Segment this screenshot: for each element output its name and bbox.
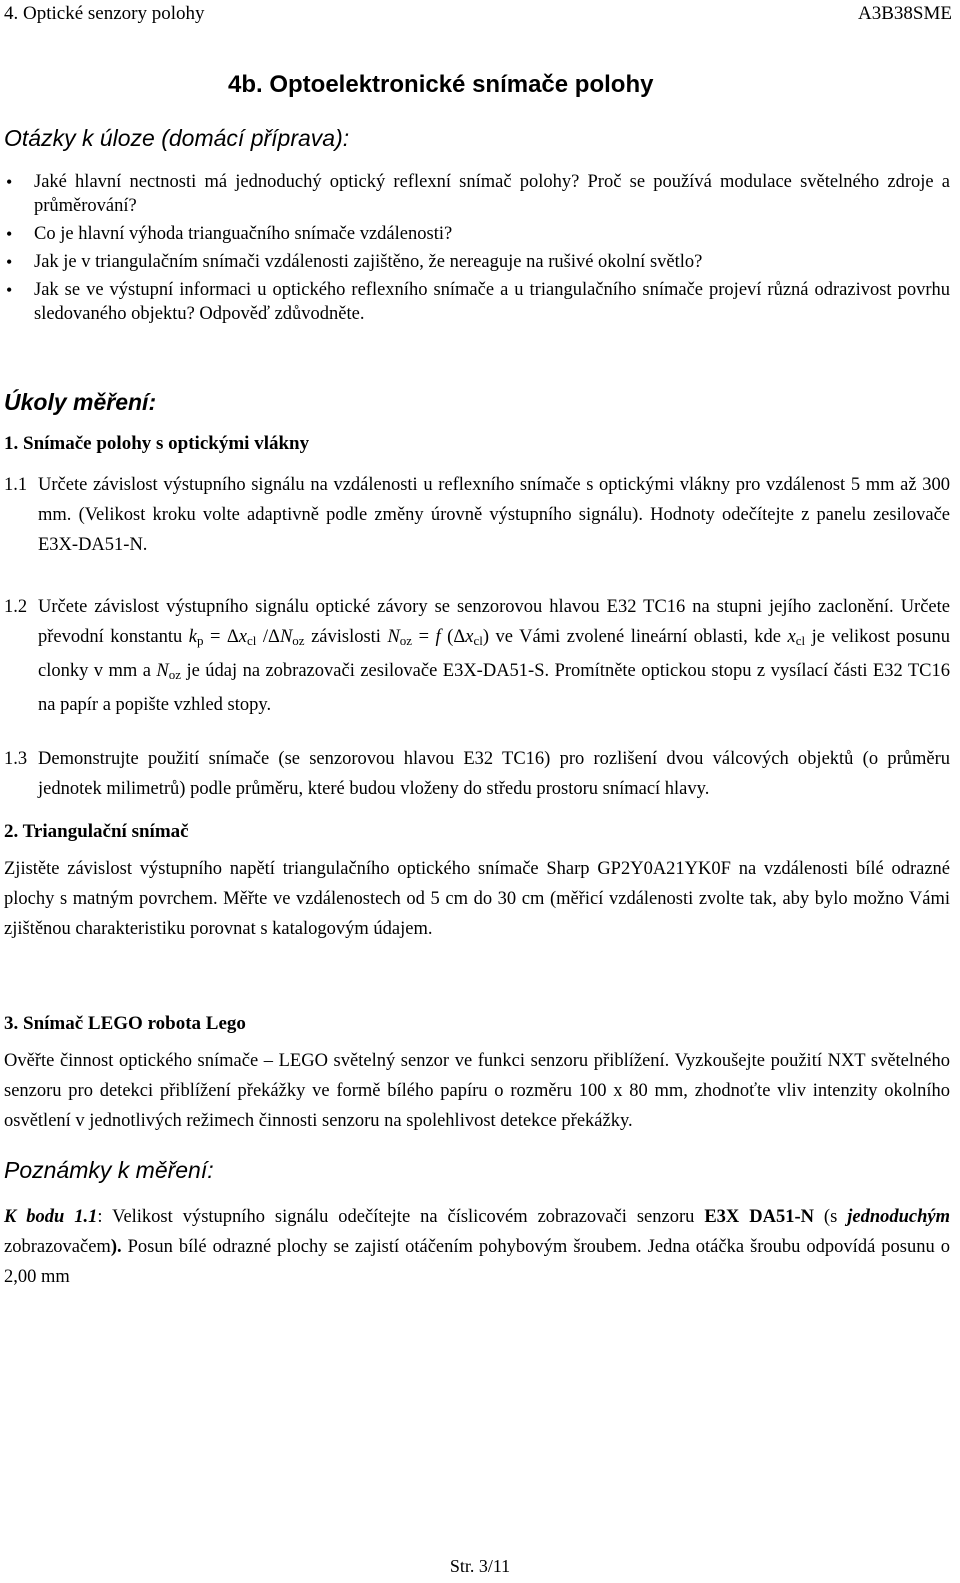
list-item: • Co je hlavní výhoda trianguačního snímače vzdálenosti? xyxy=(0,222,950,246)
section-1-title: 1. Snímače polohy s optickými vlákny xyxy=(4,433,310,454)
notes-heading: Poznámky k měření: xyxy=(4,1157,214,1183)
list-item: • Jak je v triangulačním snímači vzdálenosti zajištěno, že nereaguje na rušivé okolní světlo? xyxy=(0,250,950,274)
task-1-2 xyxy=(4,592,950,720)
notes-text: K bodu 1.1: Velikost výstupního signálu odečítejte na číslicovém zobrazovači senzoru E3X DA51-N (s jednoduchým zobrazovačem). Posun bílé odrazné plochy se zajistí otáčením pohybovým šroubem. Jedna otáčka šroubu odpovídá posunu o 2,00 mm xyxy=(4,1207,950,1287)
task-text: Demonstrujte použití snímače (se senzorovou hlavou E32 TC16) pro rozlišení dvou válcových objektů (o průměru jednotek milimetrů) podle průměru, které budou vloženy do středu prostoru snímací hlavy. xyxy=(38,749,950,799)
section-3-title: 3. Snímač LEGO robota Lego xyxy=(4,1013,246,1034)
page-number: Str. 3/11 xyxy=(449,1556,511,1576)
task-number: 1.3 xyxy=(4,749,28,769)
list-item: • Jaké hlavní nectnosti má jednoduchý optický reflexní snímač polohy? Proč se používá modulace světelného zdroje a průměrování? xyxy=(0,170,950,218)
task-number: 1.1 xyxy=(4,475,28,495)
questions-heading: Otázky k úloze (domácí příprava): xyxy=(4,125,350,151)
list-item: • Jak se ve výstupní informaci u optického reflexního snímače a u triangulačního snímače projeví různá odrazivost povrhu sledovaného objektu? Odpověď zdůvodněte. xyxy=(0,278,950,326)
task-1-3 xyxy=(4,744,950,804)
running-header-right: A3B38SME xyxy=(858,3,952,24)
section-2-title: 2. Triangulační snímač xyxy=(4,821,189,842)
task-text: Určete závislost výstupního signálu na vzdálenosti u reflexního snímače s optickými vlákny pro vzdálenost 5 mm až 300 mm. (Velikost kroku volte adaptivně podle změny úrovně výstupního signálu). Hodnoty odečítejte z panelu zesilovače E3X-DA51-N. xyxy=(38,475,950,555)
task-1-1 xyxy=(4,470,950,560)
section-2-text: Zjistěte závislost výstupního napětí triangulačního optického snímače Sharp GP2Y0A21YK0F na vzdálenosti bílé odrazné plochy s matným povrchem. Měřte ve vzdálenostech od 5 cm do 30 cm (měřicí vzdálenosti zvolte tak, aby bylo možno Vámi zjištěnou charakteristiku porovnat s katalogovým údajem. xyxy=(4,859,950,939)
task-text: Určete závislost výstupního signálu optické závory se senzorovou hlavou E32 TC16 na stupni jejího zaclonění. Určete převodní konstantu $k_p = \Delta x_{cl}$ $/\Delta N_{oz}$ závislosti $N_{oz} = f$ $(\Delta x_{cl})$ ve Vámi zvolené lineární oblasti, kde $x_{cl}$ je velikost posunu clonky v mm a $N_{oz}$ je údaj na zobrazovači zesilovače E3X-DA51-S. Promítněte optickou stopu z vysílací části E32 TC16 na papír a popište vzhled stopy. xyxy=(38,597,950,715)
section-3-text: Ověřte činnost optického snímače – LEGO světelný senzor ve funkci senzoru přiblížení. Vyzkoušejte použití NXT světelného senzoru pro detekci přiblížení překážky ve formě bílého papíru o rozměru 100 x 80 mm, zhodnoťte vliv intenzity okolního osvětlení v jednotlivých režimech činnosti senzoru na spolehlivost detekce překážky. xyxy=(4,1051,950,1131)
questions-list xyxy=(0,170,950,330)
note-label: K bodu 1.1 xyxy=(4,1207,98,1227)
page-title: 4b. Optoelektronické snímače polohy xyxy=(228,71,654,98)
tasks-heading: Úkoly měření: xyxy=(4,389,157,415)
running-header-left: 4. Optické senzory polohy xyxy=(4,3,205,24)
task-number: 1.2 xyxy=(4,597,28,617)
